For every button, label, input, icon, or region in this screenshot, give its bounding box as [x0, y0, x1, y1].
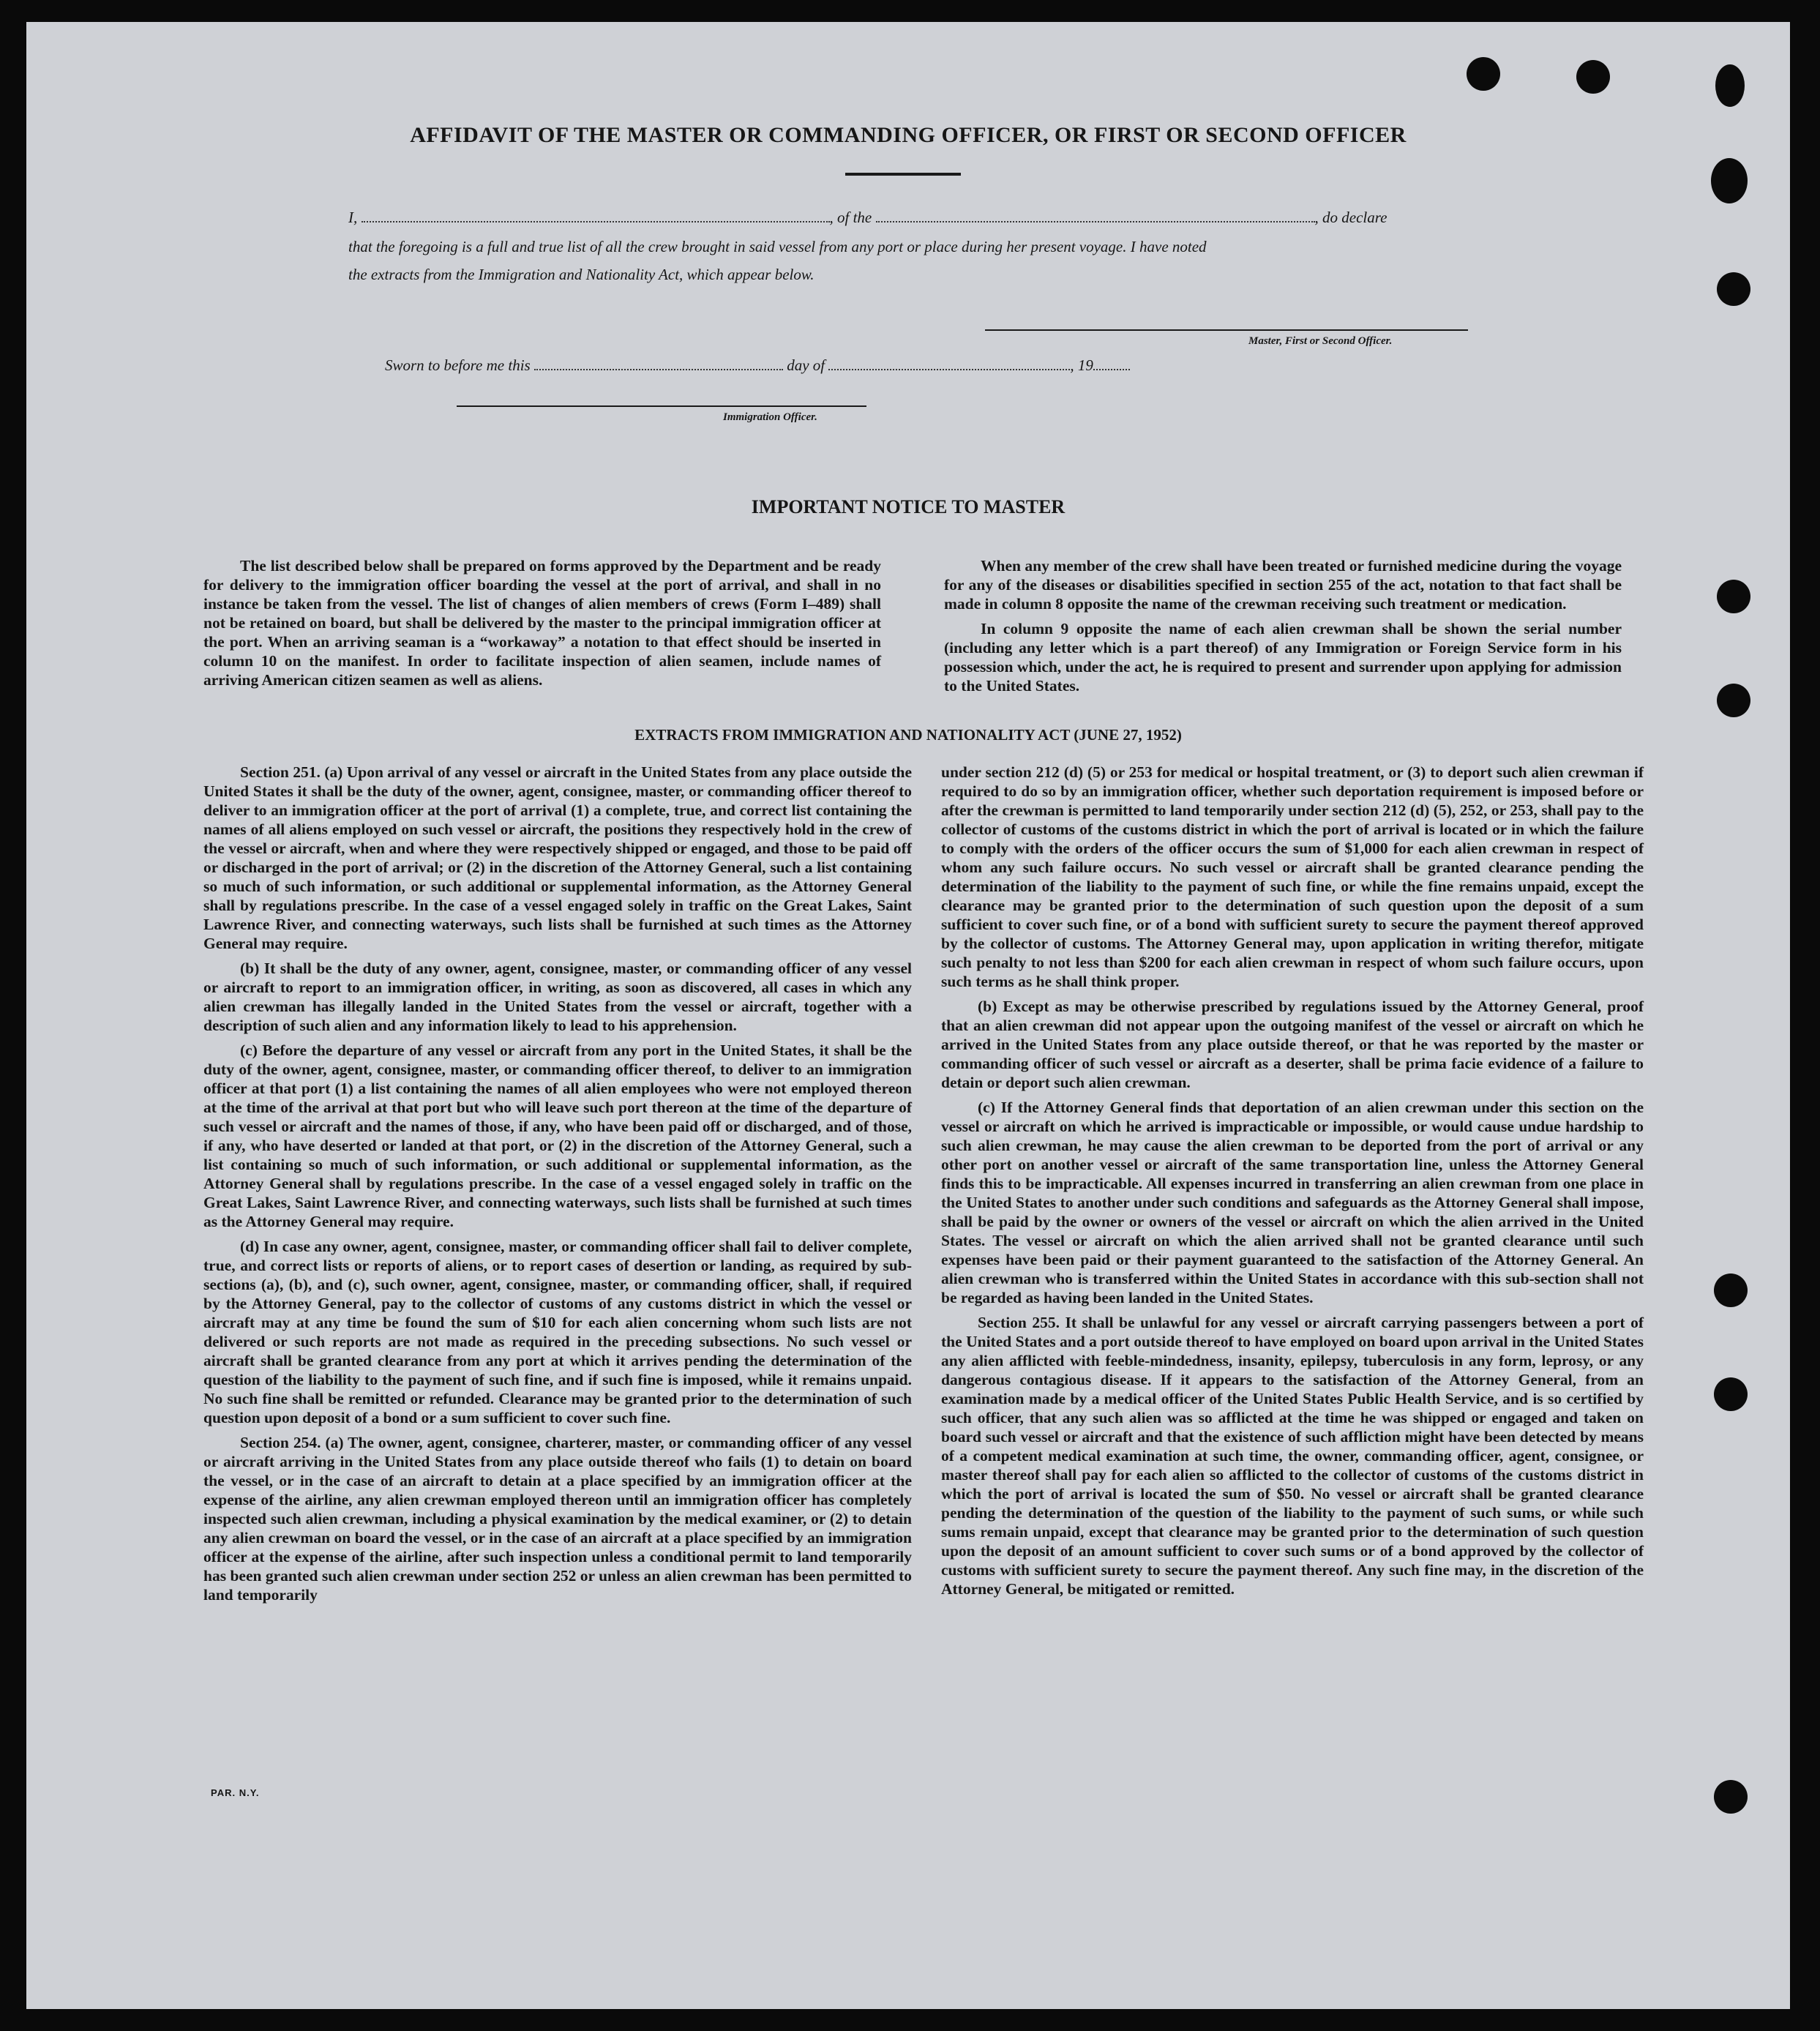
title-rule — [845, 173, 961, 176]
officer-signature-label: Immigration Officer. — [723, 411, 817, 423]
i-label: I, — [348, 209, 358, 226]
master-signature-line[interactable] — [985, 329, 1468, 331]
notice-left-column — [203, 556, 881, 695]
master-signature-label: Master, First or Second Officer. — [1248, 335, 1393, 347]
form-footer-code: PAR. N.Y. — [211, 1787, 260, 1798]
extract-paragraph: (b) It shall be the duty of any owner, agent, consignee, master, or commanding officer of any vessel or aircraft to report to an immigration officer, in writing, as soon as discovered, all cases in which any alien crewman has illegally landed in the United States from the vessel or aircraft, together with a description of such alien and any information likely to lead to his apprehension. — [203, 960, 912, 1034]
sworn-month-blank[interactable] — [828, 364, 1070, 370]
punch-hole — [1467, 57, 1500, 91]
extract-paragraph: Section 254. (a) The owner, agent, consignee, charterer, master, or commanding officer of any vessel or aircraft arriving in the United States from any place outside thereof who fails (1) to detain on board the vessel, or in the case of an aircraft to detain at a place specified by an immigration officer at the expense of the airline, any alien crewman employed thereon until an immigration officer has completely inspected such alien crewman, including a physical examination by the medical examiner, or (2) to detain any alien crewman on board the vessel, or in the case of an aircraft at a place specified by an immigration officer at the expense of the airline, after such inspection unless a conditional permit to land temporarily has been granted such alien crewman under section 252 or unless an alien crewman has been permitted to land temporarily — [203, 1434, 912, 1604]
punch-hole — [1711, 158, 1748, 203]
extract-paragraph: (d) In case any owner, agent, consignee, master, or commanding officer shall fail to deliver complete, true, and correct lists or reports of aliens, or to report cases of desertion or landing, as required by sub-sections (a), (b), and (c), such owner, agent, consignee, master, or commanding officer, shall, if required by the Attorney General, pay to the collector of customs of any customs district in which the vessel or aircraft may at any time be found the sum of $10 for each alien concerning whom such lists are not delivered or such reports are not made as required in the preceding subsections. No such vessel or aircraft shall be granted clearance from any port at which it arrives pending the determination of the question of the liability to the payment of such fine, and if such fine is imposed, while it remains unpaid. No such fine shall be remitted or refunded. Clearance may be granted prior to the determination of such question upon deposit of a bond or a sum sufficient to cover such fine. — [203, 1238, 912, 1426]
do-declare-label: , do declare — [1314, 209, 1388, 226]
affidavit-title: AFFIDAVIT OF THE MASTER OR COMMANDING OFFICER, OR FIRST OR SECOND OFFICER — [410, 123, 1407, 147]
declaration-line-1 — [348, 203, 1497, 231]
punch-hole — [1715, 64, 1745, 107]
extracts-heading: EXTRACTS FROM IMMIGRATION AND NATIONALITY ACT (JUNE 27, 1952) — [634, 726, 1182, 744]
punch-hole — [1717, 684, 1750, 717]
name-blank[interactable] — [362, 217, 830, 222]
notice-heading: IMPORTANT NOTICE TO MASTER — [751, 496, 1066, 517]
document-page — [26, 22, 1790, 2009]
extracts-left-column — [203, 763, 912, 1610]
punch-hole — [1717, 272, 1750, 306]
punch-hole — [1714, 1780, 1748, 1814]
notice-right-column — [944, 556, 1622, 701]
notice-paragraph: The list described below shall be prepared on forms approved by the Department and be ready for delivery to the immigration officer boarding the vessel at the port of arrival, and shall in no instance be taken from the vessel. The list of changes of alien members of crews (Form I–489) shall not be retained on board, but shall be delivered by the master to the principal immigration officer at the port. When an arriving seaman is a “workaway” a notation to that effect should be inserted in column 10 on the manifest. In order to facilitate inspection of alien seamen, include names of arriving American citizen seamen as well as aliens. — [203, 557, 881, 689]
year-label: , 19 — [1070, 356, 1093, 374]
extract-paragraph: under section 212 (d) (5) or 253 for medical or hospital treatment, or (3) to deport such alien crewman if required to do so by an immigration officer, whether such deportation requirement is imposed before or after the crewman is permitted to land temporarily under section 212 (d) (5), 252, or 253, shall pay to the collector of customs of the customs district in which the port of arrival is located or in which the failure to comply with the orders of the officer occurs the sum of $1,000 for each alien crewman in respect of whom any such failure occurs. No such vessel or aircraft shall be granted clearance pending the determination of the liability to the payment of such fine, or while the fine remains unpaid, except the clearance may be granted prior to the determination of such question upon the deposit of a sum sufficient to cover such fine, or of a bond with sufficient surety to secure the payment thereof approved by the collector of customs. The Attorney General may, upon application in writing therefor, mitigate such penalty to not less than $200 for each alien crewman in respect of whom such failure occurs, upon such terms as he shall think proper. — [941, 763, 1644, 990]
officer-signature-line[interactable] — [457, 405, 866, 407]
punch-hole — [1714, 1377, 1748, 1411]
sworn-label: Sworn to before me this — [385, 356, 531, 374]
sworn-day-blank[interactable] — [534, 364, 783, 370]
vessel-blank[interactable] — [876, 217, 1315, 222]
punch-hole — [1714, 1273, 1748, 1307]
extracts-right-column — [941, 763, 1644, 1604]
sworn-year-blank[interactable] — [1093, 364, 1130, 370]
extract-paragraph: (c) If the Attorney General finds that deportation of an alien crewman under this section on the vessel or aircraft on which he arrived is impracticable or impossible, or would cause undue hardship to such alien crewman, he may cause the alien crewman to be deported from the port of arrival or any other port on another vessel or aircraft of the same transportation line, unless the Attorney General finds this to be impracticable. All expenses incurred in transferring an alien crewman from one place in the United States to another under such conditions and safeguards as the Attorney General shall impose, shall be paid by the owner or owners of the vessel or aircraft on which the alien arrived in the United States. The vessel or aircraft on which the alien arrived shall not be granted clearance until such expenses have been paid or their payment guaranteed to the satisfaction of the Attorney General. An alien crewman who is transferred within the United States in accordance with this sub-section shall not be regarded as having been landed in the United States. — [941, 1099, 1644, 1306]
punch-hole — [1717, 580, 1750, 613]
punch-hole — [1576, 60, 1610, 94]
sworn-line — [385, 351, 1534, 379]
extract-paragraph: (c) Before the departure of any vessel or aircraft from any port in the United States, it shall be the duty of the owner, agent, consignee, master, or commanding officer thereof, to deliver to an immigration officer at that port (1) a list containing the names of all alien employees who were not employed thereon at the time of the arrival at that port but who will leave such port thereon at the time of the departure of such vessel or aircraft and the names of those, if any, who have been paid off or discharged, and of those, if any, who have deserted or landed at that port, or (2) in the discretion of the Attorney General, such a list containing so much of such information, or such additional or supplemental information, as the Attorney General shall by regulations prescribe. In the case of a vessel engaged solely in traffic on the Great Lakes, Saint Lawrence River, and connecting waterways, such lists shall be furnished at such times as the Attorney General may require. — [203, 1041, 912, 1230]
of-the-label: , of the — [829, 209, 872, 226]
extract-paragraph: Section 255. It shall be unlawful for any vessel or aircraft carrying passengers between a port of the United States and a port outside thereof to have employed on board upon arrival in the United States any alien afflicted with feeble-mindedness, insanity, epilepsy, tuberculosis in any form, leprosy, or any dangerous contagious disease. If it appears to the satisfaction of the Attorney General, from an examination made by a medical officer of the United States Public Health Service, and is so certified by such officer, that any such alien was so afflicted at the time he was shipped or engaged and taken on board such vessel or aircraft and that the existence of such affliction might have been detected by means of a competent medical examination at such time, the owner, commanding officer, agent, consignee, or master thereof shall pay for each alien so afflicted to the collector of customs of the customs district in which the port of arrival is located the sum of $50. No vessel or aircraft shall be granted clearance pending the determination of the question of the liability to the payment of such sums, or while such sums remain unpaid, except that clearance may be granted prior to the determination of such question upon the deposit of an amount sufficient to cover such sums or of a bond approved by the collector of customs with sufficient surety to secure the payment thereof. Any such fine may, in the discretion of the Attorney General, be mitigated or remitted. — [941, 1314, 1644, 1598]
notice-paragraph: In column 9 opposite the name of each alien crewman shall be shown the serial number (including any letter which is a part thereof) of any Immigration or Foreign Service form in his possession which, under the act, he is required to present and surrender upon applying for admission to the United States. — [944, 620, 1622, 695]
notice-paragraph: When any member of the crew shall have been treated or furnished medicine during the voyage for any of the diseases or disabilities specified in section 255 of the act, notation to that fact shall be made in column 8 opposite the name of the crewman receiving such treatment or medication. — [944, 557, 1622, 613]
extract-paragraph: (b) Except as may be otherwise prescribed by regulations issued by the Attorney General, proof that an alien crewman did not appear upon the outgoing manifest of the vessel or aircraft on which he arrived in the United States from any place outside thereof, or that he was reported by the master or commanding officer of such vessel or aircraft as a deserter, shall be prima facie evidence of a failure to detain or deport such alien crewman. — [941, 998, 1644, 1091]
declaration-line-3: the extracts from the Immigration and Nationality Act, which appear below. — [348, 266, 814, 283]
day-of-label: day of — [787, 356, 825, 374]
extract-paragraph: Section 251. (a) Upon arrival of any vessel or aircraft in the United States from any place outside the United States it shall be the duty of the owner, agent, consignee, master, or commanding officer thereof to deliver to an immigration officer at the port of arrival (1) a complete, true, and correct list containing the names of all aliens employed on such vessel or aircraft, the positions they respectively hold in the crew of the vessel or aircraft, when and where they were respectively shipped or engaged, and those to be paid off or discharged in the port of arrival; or (2) in the discretion of the Attorney General, such a list containing so much of such information, or such additional or supplemental information, as the Attorney General shall by regulations prescribe. In the case of a vessel engaged solely in traffic on the Great Lakes, Saint Lawrence River, and connecting waterways, such lists shall be furnished at such times as the Attorney General may require. — [203, 763, 912, 952]
declaration-line-2: that the foregoing is a full and true list of all the crew brought in said vessel from any port or place during her present voyage. I have noted — [348, 238, 1207, 255]
